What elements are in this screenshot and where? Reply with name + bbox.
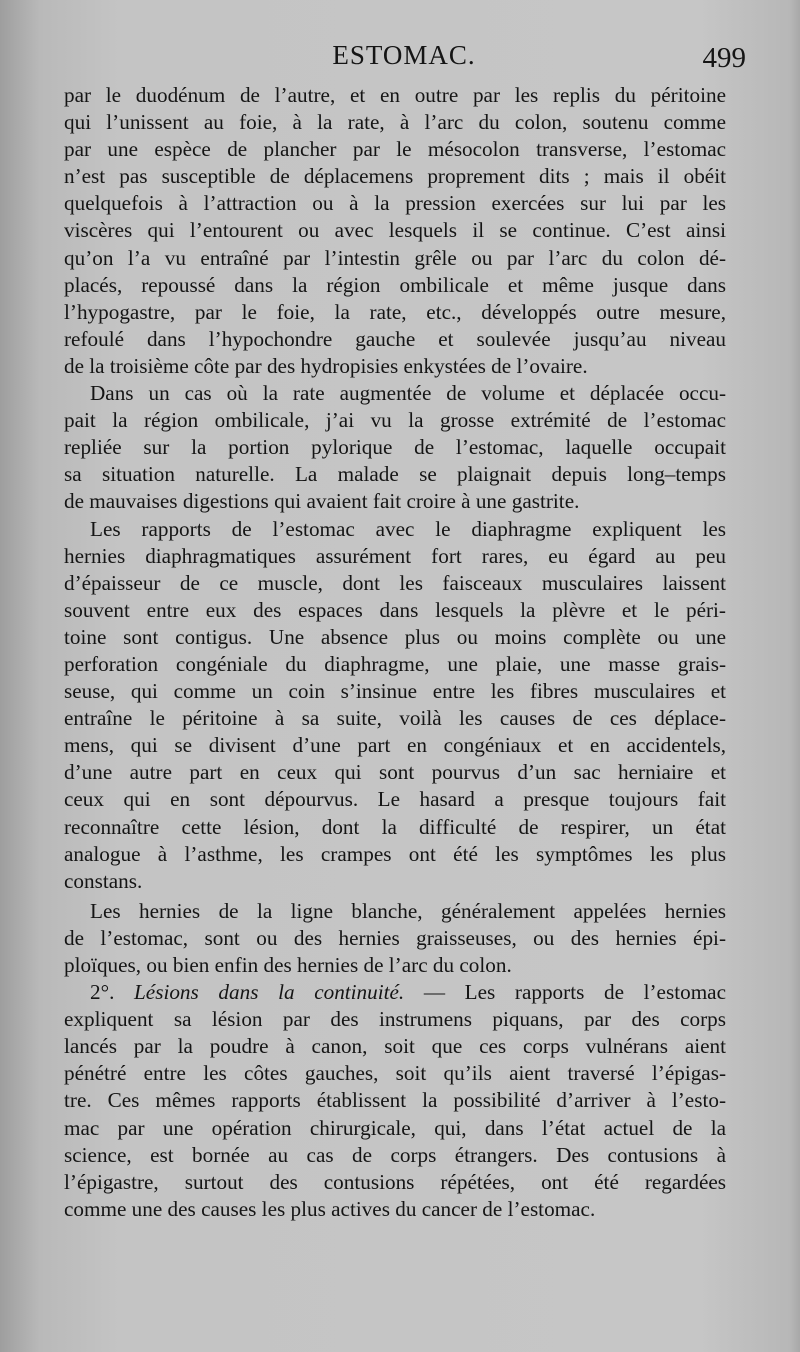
text-line: seuse, qui comme un coin s’insinue entre les fibres musculaires et <box>64 679 726 704</box>
text-line: expliquent sa lésion par des instrumens piquans, par des corps <box>64 1007 726 1032</box>
text-line: Les hernies de la ligne blanche, généralement appelées hernies <box>90 898 726 923</box>
text-line: ceux qui en sont dépourvus. Le hasard a presque toujours fait <box>64 787 726 812</box>
text-line: ploïques, ou bien enfin des hernies de l’arc du colon. <box>64 953 512 977</box>
text-line: pénétré entre les côtes gauches, soit qu’ils aient traversé l’épigas- <box>64 1061 726 1086</box>
text-line: sa situation naturelle. La malade se plaignait depuis long–temps <box>64 462 726 487</box>
text-line: n’est pas susceptible de déplacemens proprement dits ; mais il obéit <box>64 164 726 189</box>
text-line: par le duodénum de l’autre, et en outre par les replis du péritoine <box>64 83 726 107</box>
text-line: toine sont contigus. Une absence plus ou moins complète ou une <box>64 624 726 649</box>
section-heading-continuation: — Les rapports de l’estomac <box>404 980 726 1005</box>
text-line: tre. Ces mêmes rapports établissent la possibilité d’arriver à l’esto- <box>64 1088 726 1113</box>
text-line: mac par une opération chirurgicale, qui, dans l’état actuel de la <box>64 1115 726 1140</box>
section-number: 2°. <box>90 980 115 1005</box>
text-line: science, est bornée au cas de corps étrangers. Des contusions à <box>64 1142 726 1167</box>
text-line: constans. <box>64 868 143 893</box>
text-line: de mauvaises digestions qui avaient fait croire à une gastrite. <box>64 489 580 514</box>
text-line: mens, qui se divisent d’une part en congéniaux et en accidentels, <box>64 733 726 758</box>
text-line: Dans un cas où la rate augmentée de volume et déplacée occu- <box>90 381 726 406</box>
text-line: reconnaître cette lésion, dont la difficulté de respirer, un état <box>64 814 726 839</box>
text-line: viscères qui l’entourent ou avec lesquels il se continue. C’est ainsi <box>64 218 726 243</box>
text-line: l’hypogastre, par le foie, la rate, etc., développés outre mesure, <box>64 299 726 324</box>
running-title: ESTOMAC. <box>332 40 476 70</box>
section-heading-line <box>64 979 726 1006</box>
text-line: d’épaisseur de ce muscle, dont les faisceaux musculaires laissent <box>64 570 726 595</box>
text-line: refoulé dans l’hypochondre gauche et soulevée jusqu’au niveau <box>64 326 726 351</box>
text-line: qui l’unissent au foie, à la rate, à l’arc du colon, soutenu comme <box>64 110 726 135</box>
text-line: Les rapports de l’estomac avec le diaphragme expliquent les <box>90 516 726 541</box>
text-line: analogue à l’asthme, les crampes ont été les symptômes les plus <box>64 841 726 866</box>
section-heading: Lésions dans la continuité. <box>134 980 405 1005</box>
text-line: hernies diaphragmatiques assurément fort rares, eu égard au peu <box>64 543 726 568</box>
text-line: lancés par la poudre à canon, soit que ces corps vulnérans aient <box>64 1034 726 1059</box>
text-line: de la troisième côte par des hydropisies enkystées de l’ovaire. <box>64 353 588 378</box>
text-line: perforation congéniale du diaphragme, une plaie, une masse grais- <box>64 651 726 676</box>
page-number: 499 <box>702 42 746 74</box>
text-line: pait la région ombilicale, j’ai vu la grosse extrémité de l’estomac <box>64 408 726 433</box>
text-line: quelquefois à l’attraction ou à la pression exercées sur lui par les <box>64 191 726 216</box>
body-text <box>64 82 726 1223</box>
text-line: par une espèce de plancher par le mésocolon transverse, l’estomac <box>64 137 726 162</box>
text-line: comme une des causes les plus actives du cancer de l’estomac. <box>64 1196 596 1221</box>
text-line: souvent entre eux des espaces dans lesquels la plèvre et le péri- <box>64 597 726 622</box>
text-line: de l’estomac, sont ou des hernies graisseuses, ou des hernies épi- <box>64 925 726 950</box>
text-line: l’épigastre, surtout des contusions répétées, ont été regardées <box>64 1169 726 1194</box>
text-line: entraîne le péritoine à sa suite, voilà les causes de ces déplace- <box>64 706 726 731</box>
text-line: d’une autre part en ceux qui sont pourvus d’un sac herniaire et <box>64 760 726 785</box>
page-header <box>64 40 744 80</box>
text-line: placés, repoussé dans la région ombilicale et même jusque dans <box>64 272 726 297</box>
text-line: qu’on l’a vu entraîné par l’intestin grêle ou par l’arc du colon dé- <box>64 245 726 270</box>
text-line: repliée sur la portion pylorique de l’estomac, laquelle occupait <box>64 435 726 460</box>
